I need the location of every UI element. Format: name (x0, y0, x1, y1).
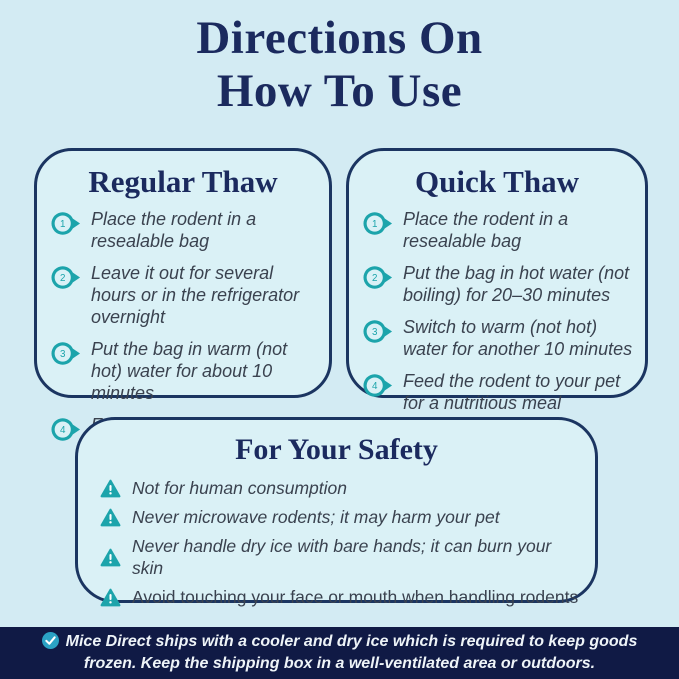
step-number-icon (363, 373, 393, 398)
shipping-note (40, 631, 640, 674)
quick-thaw-title: Quick Thaw (415, 164, 579, 199)
check-circle-icon (42, 632, 59, 649)
svg-text:3: 3 (59, 348, 66, 360)
safety-item (100, 478, 581, 500)
step-item (363, 209, 639, 253)
page-title (0, 12, 679, 117)
svg-text:1: 1 (371, 219, 378, 231)
safety-item (100, 536, 581, 580)
svg-text:1: 1 (59, 219, 66, 231)
svg-text:3: 3 (371, 326, 378, 338)
step-number-icon (51, 341, 81, 366)
step-number-icon (363, 211, 393, 236)
step-number-icon (51, 417, 81, 442)
shipping-note-text: Mice Direct ships with a cooler and dry ice which is required to keep goods frozen. Keep the shipping box in a well-ventilated area or outdoors. (65, 633, 638, 672)
quick-thaw-steps (349, 209, 645, 415)
regular-thaw-title: Regular Thaw (88, 164, 278, 199)
step-text: Switch to warm (not hot) water for another 10 minutes (403, 316, 633, 359)
page-title-line1: Directions On (196, 12, 483, 64)
step-number-icon (51, 265, 81, 290)
warning-icon (100, 548, 121, 567)
step-item (363, 371, 639, 415)
step-item (363, 263, 639, 307)
warning-icon (100, 479, 121, 498)
step-text: Put the bag in hot water (not boiling) for 20–30 minutes (403, 262, 630, 305)
svg-text:4: 4 (59, 424, 66, 436)
safety-text: Avoid touching your face or mouth when handling rodents (132, 586, 579, 607)
shipping-note-bar (0, 627, 679, 679)
step-item (51, 263, 323, 329)
step-number-icon (363, 319, 393, 344)
step-text: Place the rodent in a resealable bag (403, 209, 569, 251)
warning-icon (100, 588, 121, 607)
step-item (51, 209, 323, 253)
step-number-icon (363, 265, 393, 290)
warning-icon (100, 508, 121, 527)
step-item (51, 339, 323, 405)
quick-thaw-card (346, 148, 648, 413)
step-text: Feed the rodent to your pet for a nutritious meal (403, 370, 621, 413)
step-text: Leave it out for several hours or in the refrigerator overnight (91, 262, 300, 327)
step-text: Place the rodent in a resealable bag (91, 209, 257, 251)
svg-text:4: 4 (371, 380, 378, 392)
step-item (363, 317, 639, 361)
safety-text: Never handle dry ice with bare hands; it can burn your skin (132, 535, 552, 578)
safety-title: For Your Safety (235, 433, 438, 466)
safety-item (100, 587, 581, 609)
safety-card (75, 417, 598, 607)
svg-text:2: 2 (59, 272, 66, 284)
step-text: Put the bag in warm (not hot) water for about 10 minutes (91, 338, 288, 403)
regular-thaw-card (34, 148, 332, 436)
svg-text:2: 2 (371, 272, 378, 284)
safety-item (100, 507, 581, 529)
page-title-line2: How To Use (216, 64, 463, 117)
safety-text: Not for human consumption (132, 478, 347, 498)
step-number-icon (51, 211, 81, 236)
safety-text: Never microwave rodents; it may harm your pet (132, 506, 500, 527)
